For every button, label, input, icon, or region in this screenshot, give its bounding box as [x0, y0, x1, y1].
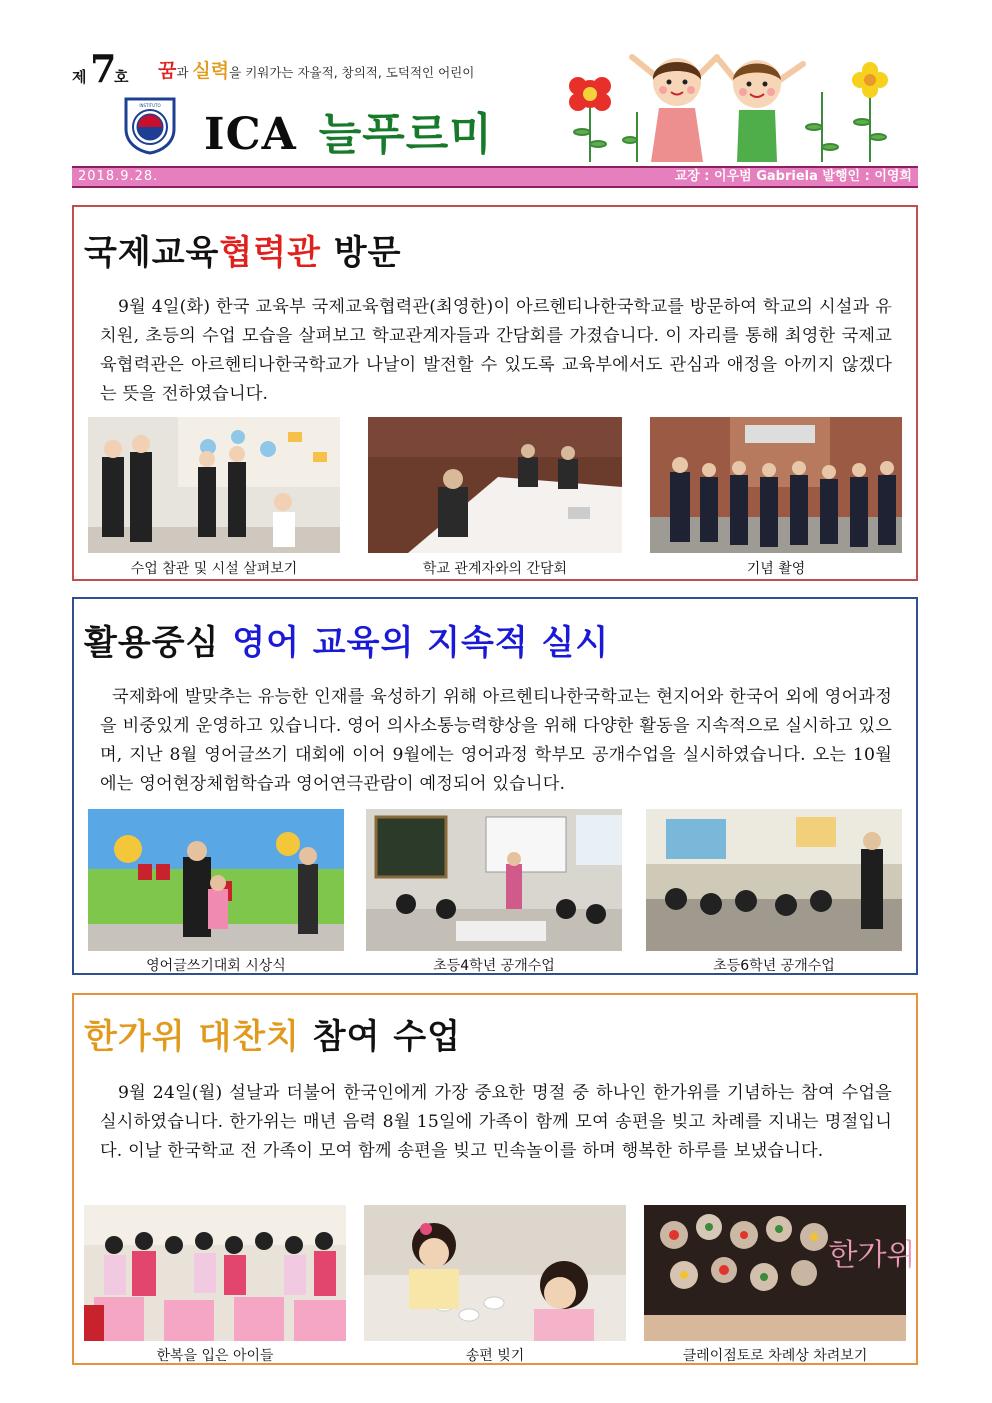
title-latin: ICA — [204, 109, 297, 160]
title-part: 방문 — [320, 233, 402, 273]
section-english-education — [72, 597, 918, 975]
photo-caption: 수업 참관 및 시설 살펴보기 — [130, 561, 298, 577]
newsletter-title — [204, 98, 493, 162]
photo-group — [650, 417, 902, 553]
photo-caption: 송편 빚기 — [465, 1348, 525, 1364]
date-band — [72, 166, 918, 188]
title-part: 활용중심 — [84, 623, 220, 663]
photo-caption: 클레이점토로 차례상 차려보기 — [682, 1348, 868, 1364]
photo-caption: 초등4학년 공개수업 — [433, 958, 555, 974]
photo-meeting — [368, 417, 622, 553]
photo-songpyeon — [364, 1205, 626, 1341]
school-slogan — [158, 56, 474, 83]
slogan-text-2: 을 키워가는 자율적, 창의적, 도덕적인 어린이 — [229, 65, 475, 80]
publisher-info: 교장 : 이우범 Gabriela 발행인 : 이영희 — [669, 168, 918, 186]
photo-grade6-class — [646, 809, 902, 951]
issue-number: 7 — [90, 46, 117, 91]
title-accent: 한가위 대찬치 — [84, 1017, 300, 1057]
title-part: 참여 수업 — [299, 1017, 461, 1057]
title-accent: 협력관 — [219, 233, 321, 273]
photo-caption: 기념 촬영 — [746, 561, 806, 577]
slogan-text-1: 과 — [176, 65, 193, 80]
issue-and-slogan — [72, 46, 542, 92]
section-title — [84, 615, 609, 664]
section-title — [84, 225, 401, 274]
title-accent: 영어 교육의 지속적 실시 — [219, 623, 610, 663]
issue-prefix: 제 — [72, 68, 87, 86]
photo-hanbok-kids — [84, 1205, 346, 1341]
title-korean: 늘푸르미 — [318, 109, 493, 160]
clay-text: 한가위 — [828, 1238, 916, 1273]
section-paragraph: 국제화에 발맞추는 유능한 인재를 육성하기 위해 아르헨티나한국학교는 현지어와 한국어 외에 영어과정을 비중있게 운영하고 있습니다. 영어 의사소통능력향상을 위해 다양한 활동을 지속적으로 실시하고 있으며, 지난 8월 영어글쓰기 대회에 이어 9월에는 영어과정 학부모 공개수업을 실시하였습니다. 오는 10월에는 영어현장체험학습과 영어연극관람이 예정되어 있습니다. — [100, 687, 893, 794]
kids-and-flowers-illustration — [552, 52, 896, 162]
slogan-skill: 실력 — [192, 60, 230, 82]
school-logo-icon — [122, 95, 178, 155]
section-chuseok — [72, 993, 918, 1365]
photo-caption: 학교 관계자와의 간담회 — [422, 561, 568, 577]
section-title — [84, 1009, 461, 1058]
svg-text:INSTITUTO: INSTITUTO — [139, 103, 161, 108]
photo-caption: 초등6학년 공개수업 — [713, 958, 835, 974]
section-paragraph: 9월 24일(월) 설날과 더불어 한국인에게 가장 중요한 명절 중 하나인 한가위를 기념하는 참여 수업을 실시하였습니다. 한가위는 매년 음력 8월 15일에 가족이 함께 모여 송편을 빚고 차례를 지내는 명절입니다. 이날 한국학교 전 가족이 모여 함께 송편을 빚고 민속놀이를 하며 행복한 하루를 보냈습니다. — [100, 1083, 892, 1161]
photo-writing-award — [88, 809, 344, 951]
photo-caption: 한복을 입은 아이들 — [156, 1348, 274, 1364]
section-education-visit — [72, 205, 918, 581]
photo-class-visit — [88, 417, 340, 553]
title-part: 국제교육 — [84, 233, 220, 273]
photo-grade4-class — [366, 809, 622, 951]
issue-date: 2018.9.28. — [78, 169, 159, 184]
issue-suffix: 호 — [114, 68, 129, 86]
photo-caption: 영어글쓰기대회 시상식 — [146, 958, 286, 974]
slogan-dream: 꿈 — [158, 60, 177, 82]
section-paragraph: 9월 4일(화) 한국 교육부 국제교육협력관(최영한)이 아르헨티나한국학교를 방문하여 학교의 시설과 유치원, 초등의 수업 모습을 살펴보고 학교관계자들과 간담회를 가졌습니다. 이 자리를 통해 최영한 국제교육협력관은 아르헨티나한국학교가 나날이 발전할 수 있도록 교육부에서도 관심과 애정을 아끼지 않겠다는 뜻을 전하였습니다. — [100, 297, 893, 404]
photo-clay-table — [644, 1205, 916, 1341]
